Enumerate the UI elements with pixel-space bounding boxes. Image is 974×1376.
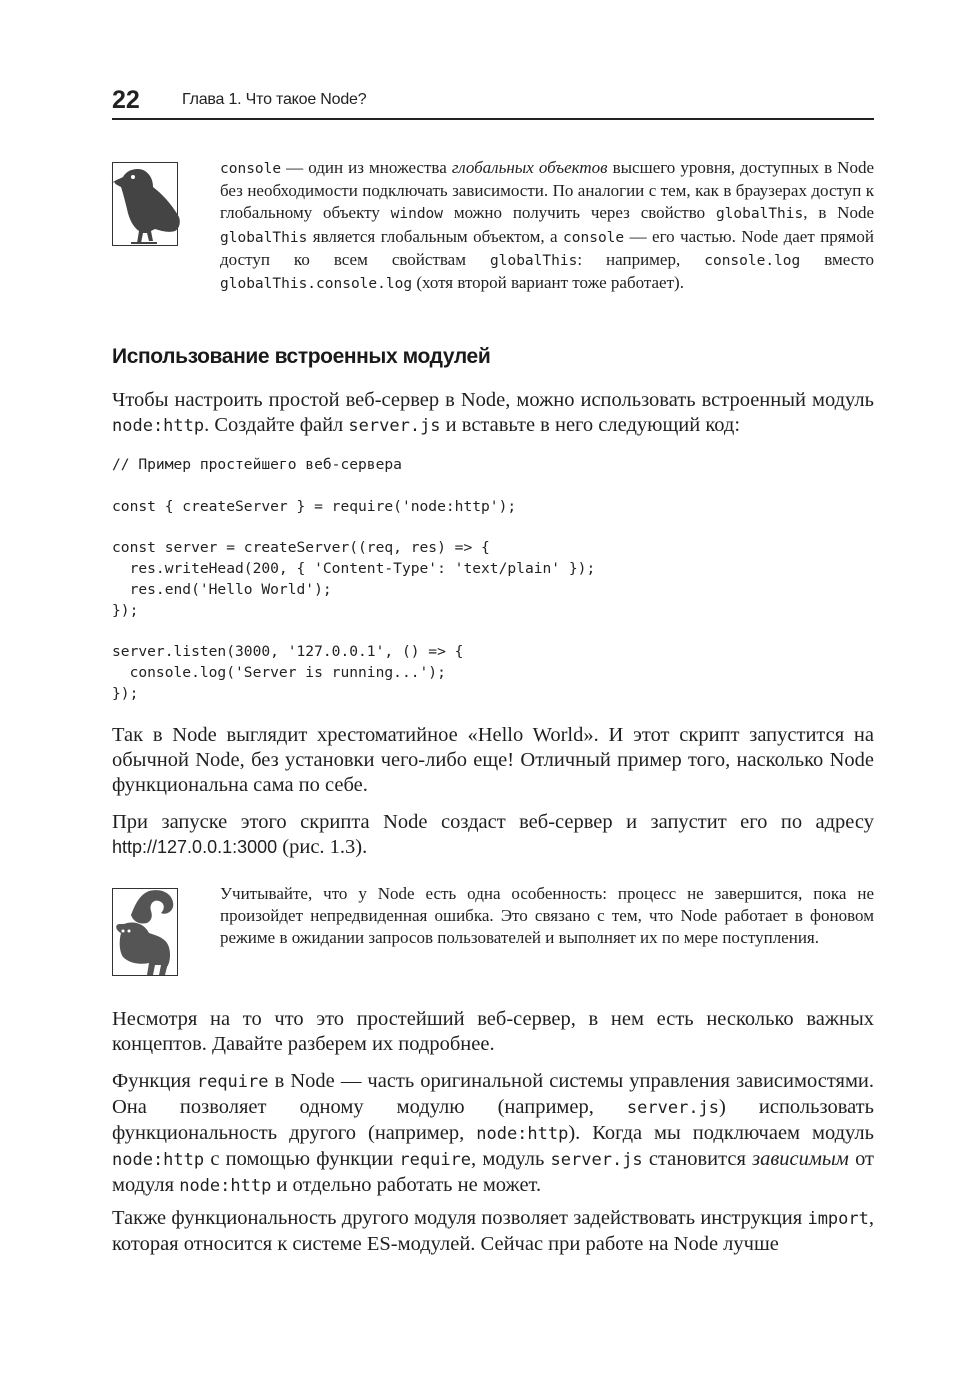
text-run: становится bbox=[642, 1148, 753, 1170]
paragraph bbox=[112, 723, 874, 798]
text-run: — один из множества bbox=[281, 158, 452, 177]
text-run: в Node — часть оригинальной системы управления зависимостями. Она позволяет одному модулю (например, bbox=[112, 1070, 875, 1118]
code-block bbox=[112, 455, 595, 705]
inline-code: window bbox=[390, 206, 444, 223]
text-run: Учитывайте, что у Node есть одна особенность: процесс не завершится, пока не произойдет непредвиденная ошибка. Это связано с тем, что Node работает в фоновом режиме в ожидании запросов пользователей и выполняет их по мере поступления. bbox=[220, 884, 874, 948]
text-run: Несмотря на то что это простейший веб-сервер, в нем есть несколько важных концептов. Давайте разберем их подробнее. bbox=[112, 1008, 874, 1055]
note-text bbox=[220, 157, 874, 295]
text-run: — его частью. Node дает прямой доступ ко всем свойствам bbox=[220, 226, 874, 269]
text-run: (хотя второй вариант тоже работает). bbox=[412, 273, 684, 293]
inline-code: node:http bbox=[112, 1150, 205, 1170]
code-line: res.end('Hello World'); bbox=[112, 580, 332, 598]
inline-code: globalThis bbox=[220, 229, 308, 246]
text-run: можно получить через свойство bbox=[443, 203, 716, 223]
text-run: ). Когда мы подключаем модуль bbox=[568, 1122, 874, 1144]
bird-icon bbox=[112, 162, 178, 246]
inline-code: console bbox=[220, 161, 282, 177]
text-run: является глобальным объектом, а bbox=[307, 226, 564, 246]
code-line: const { createServer } = require('node:http'); bbox=[112, 497, 517, 515]
text-run: ) использовать функциональность другого (например, bbox=[112, 1096, 874, 1144]
code-line: const server = createServer((req, res) => { bbox=[112, 539, 490, 557]
code-line bbox=[112, 476, 595, 497]
inline-code: node:http bbox=[476, 1124, 569, 1144]
code-line: }); bbox=[112, 601, 139, 619]
running-header bbox=[112, 86, 874, 120]
paragraph bbox=[112, 1069, 874, 1199]
inline-code: node:http bbox=[179, 1176, 272, 1196]
code-line: }); bbox=[112, 684, 139, 702]
inline-code: globalThis.console.log bbox=[220, 276, 413, 293]
inline-code: console.log bbox=[704, 252, 801, 269]
code-line bbox=[112, 621, 595, 642]
text-run: высшего уровня, доступных в Node без необходимости подключать зависимости. По аналогии с тем, как в браузерах доступ к глобальному объекту bbox=[220, 158, 875, 223]
code-line: res.writeHead(200, { 'Content-Type': 'text/plain' }); bbox=[112, 559, 596, 577]
text-run: Так в Node выглядит хрестоматийное «Hello World». И этот скрипт запустится на обычной Node, без установки чего-либо еще! Отличный пример того, насколько Node функциональна сама по себе. bbox=[112, 724, 874, 796]
inline-code: console bbox=[563, 229, 625, 246]
note-text bbox=[220, 883, 874, 950]
code-line: server.listen(3000, '127.0.0.1', () => { bbox=[112, 643, 464, 661]
text-run: , которая относится к системе ES-модулей. Сейчас при работе на Node лучше bbox=[112, 1207, 874, 1255]
inline-code: import bbox=[807, 1209, 869, 1229]
chapter-title: Глава 1. Что такое Node? bbox=[182, 91, 367, 108]
lemur-icon bbox=[112, 888, 178, 976]
code-line bbox=[112, 517, 595, 538]
text-run: (рис. 1.3). bbox=[277, 836, 368, 858]
text-run: вместо bbox=[800, 249, 874, 269]
text-run: и отдельно работать не может. bbox=[271, 1174, 542, 1196]
text-run: , в Node bbox=[803, 203, 874, 223]
text-run: , модуль bbox=[471, 1148, 551, 1170]
inline-code: require bbox=[399, 1150, 472, 1170]
section-heading: Использование встроенных модулей bbox=[112, 345, 491, 368]
inline-code: globalThis bbox=[715, 206, 804, 223]
inline-code: server.js bbox=[626, 1098, 720, 1118]
text-run: Чтобы настроить простой веб-сервер в Node, можно использовать встроенный модуль bbox=[112, 389, 874, 411]
paragraph bbox=[112, 1206, 874, 1257]
code-line: console.log('Server is running...'); bbox=[112, 663, 446, 681]
inline-code: require bbox=[196, 1072, 269, 1092]
code-line: // Пример простейшего веб-сервера bbox=[112, 456, 402, 473]
text-run: . Создайте файл bbox=[204, 414, 349, 436]
text-run: и вставьте в него следующий код: bbox=[440, 414, 741, 436]
paragraph bbox=[112, 388, 874, 439]
paragraph bbox=[112, 810, 874, 860]
emphasis-text: зависимым bbox=[752, 1148, 849, 1170]
text-run: : например, bbox=[577, 249, 705, 269]
inline-code: server.js bbox=[550, 1150, 643, 1170]
text-run: от модуля bbox=[112, 1148, 875, 1196]
text-run: Функция bbox=[112, 1070, 197, 1092]
text-run: с помощью функции bbox=[204, 1148, 400, 1170]
page-number: 22 bbox=[112, 86, 140, 114]
emphasis-text: глобальных объектов bbox=[451, 158, 608, 177]
paragraph bbox=[112, 1007, 874, 1057]
inline-code: node:http bbox=[112, 416, 205, 436]
text-run: Также функциональность другого модуля позволяет задействовать инструкция bbox=[112, 1207, 808, 1229]
inline-code: server.js bbox=[348, 416, 441, 436]
url-text: http://127.0.0.1:3000 bbox=[112, 837, 278, 857]
inline-code: globalThis bbox=[490, 252, 578, 269]
text-run: При запуске этого скрипта Node создаст веб-сервер и запустит его по адресу bbox=[112, 811, 874, 833]
